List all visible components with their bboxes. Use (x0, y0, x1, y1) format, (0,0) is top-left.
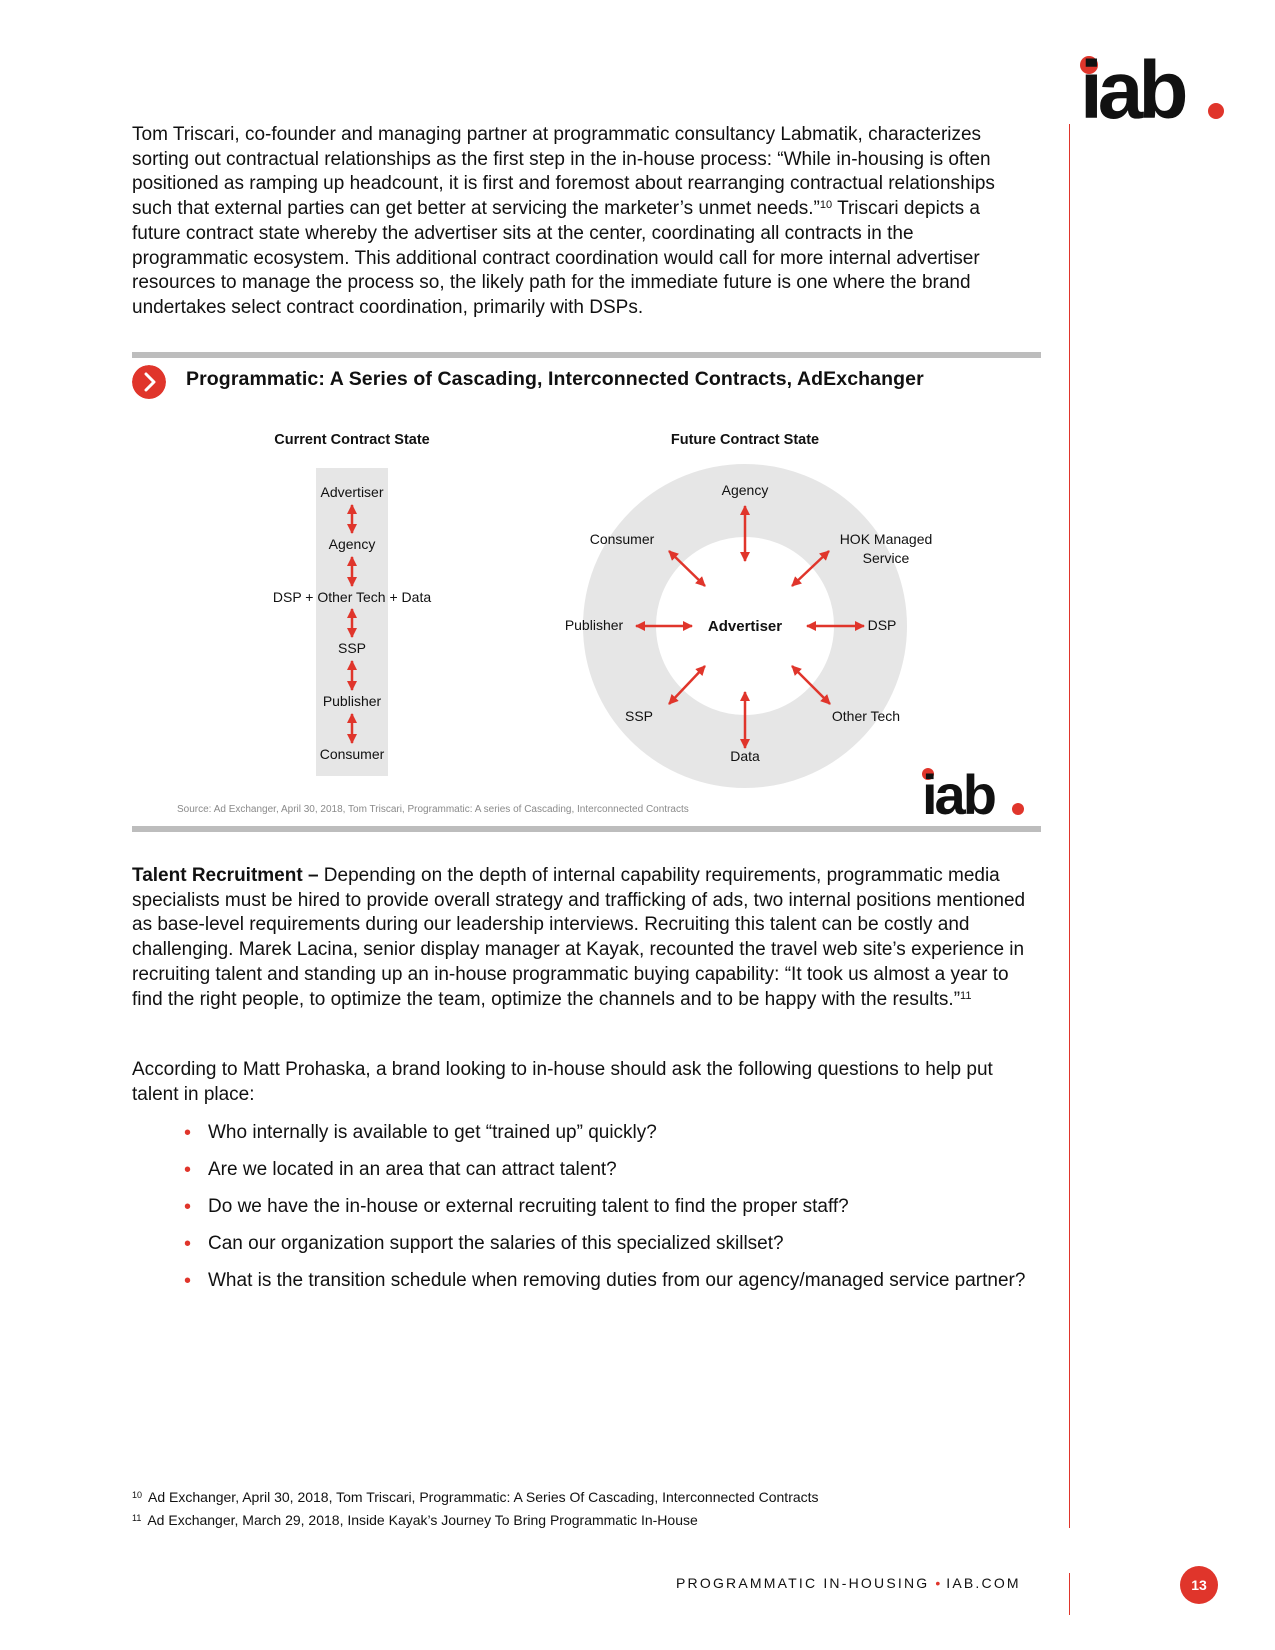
footnote-text: Ad Exchanger, April 30, 2018, Tom Triscari, Programmatic: A Series Of Cascading, Interconnected Contracts (148, 1489, 819, 1505)
list-item (180, 1232, 1040, 1257)
footnote-number: 10 (132, 1490, 143, 1500)
footnotes (132, 1486, 1032, 1532)
node-agency: Agency (721, 482, 769, 498)
vertical-rule (1069, 124, 1070, 1528)
list-item (180, 1158, 1040, 1183)
footer-site-link[interactable]: IAB.COM (946, 1575, 1021, 1591)
question-text: Who internally is available to get “trained up” quickly? (208, 1122, 657, 1143)
footer-separator: • (935, 1575, 941, 1591)
current-item-agency: Agency (328, 536, 376, 552)
node-publisher: Publisher (564, 617, 624, 633)
talent-paragraph (132, 864, 1032, 1012)
prohaska-paragraph: According to Matt Prohaska, a brand looking to in-house should ask the following questions to help put talent in place: (132, 1059, 993, 1105)
node-hok-managed: HOK Managed (839, 531, 933, 547)
footnote-ref-11: 11 (960, 989, 972, 1002)
intro-paragraph (132, 123, 1032, 321)
figure-top-divider (132, 352, 1041, 358)
footer-vertical-rule (1069, 1573, 1070, 1615)
bullet-dot: • (184, 1122, 192, 1144)
footnote-number: 11 (132, 1513, 142, 1523)
iab-figure-logo (922, 762, 1026, 822)
node-hok-service: Service (862, 550, 910, 566)
footnote (132, 1486, 1032, 1509)
current-item-publisher: Publisher (322, 693, 382, 709)
question-text: Are we located in an area that can attract talent? (208, 1159, 617, 1180)
list-item (180, 1121, 1040, 1146)
list-item (180, 1269, 1040, 1294)
page-footer (676, 1575, 1021, 1591)
footer-publication: PROGRAMMATIC IN-HOUSING (676, 1575, 930, 1591)
node-ssp: SSP (624, 708, 654, 724)
footnote-text: Ad Exchanger, March 29, 2018, Inside Kayak’s Journey To Bring Programmatic In-House (147, 1512, 698, 1528)
figure-title: Programmatic: A Series of Cascading, Interconnected Contracts, AdExchanger (186, 368, 924, 390)
current-item-dsp-tech-data: DSP + Other Tech + Data (272, 589, 432, 605)
contract-state-diagram (132, 420, 1041, 820)
questions-list (180, 1121, 1040, 1306)
page-number-badge: 13 (1180, 1566, 1218, 1604)
intro-text-continued: Triscari depicts a future contract state whereby the advertiser sits at the center, coordinating all contracts in the programmatic ecosystem. This additional contract coordination would call for more internal advertiser resources to manage the process so, the likely path for the immediate future is one where the brand undertakes select contract coordination, primarily with DSPs. (132, 198, 980, 318)
footnote-ref-10: 10 (819, 199, 833, 212)
list-item (180, 1195, 1040, 1220)
iab-logo-text: iab (1080, 48, 1184, 128)
intro-text: Tom Triscari, co-founder and managing partner at programmatic consultancy Labmatik, characterizes sorting out contractual relationships as the first step in the in-house process: “While in-housing is often positioned as ramping up headcount, it is first and foremost about rearranging contractual relationships such that external parties can get better at servicing the marketer’s unmet needs.” (132, 124, 995, 220)
question-text: Do we have the in-house or external recruiting talent to find the proper staff? (208, 1196, 849, 1217)
talent-lead: Talent Recruitment – (132, 865, 319, 886)
node-data: Data (730, 748, 760, 764)
current-item-advertiser: Advertiser (320, 484, 384, 500)
question-text: What is the transition schedule when removing duties from our agency/managed service partner? (208, 1270, 1026, 1291)
current-item-consumer: Consumer (319, 746, 385, 762)
future-state-heading: Future Contract State (670, 432, 820, 448)
bullet-dot: • (184, 1196, 192, 1218)
node-other-tech: Other Tech (831, 708, 901, 724)
bullet-dot: • (184, 1159, 192, 1181)
iab-figure-logo-text: iab (922, 763, 994, 822)
node-consumer: Consumer (589, 531, 655, 547)
bullet-dot: • (184, 1233, 192, 1255)
figure-bottom-divider (132, 826, 1041, 832)
current-item-ssp: SSP (337, 640, 367, 656)
question-text: Can our organization support the salaries of this specialized skillset? (208, 1233, 784, 1254)
chevron-right-icon (132, 365, 166, 399)
node-dsp: DSP (867, 617, 897, 633)
iab-logo (1080, 48, 1230, 128)
footnote (132, 1509, 1032, 1532)
bullet-dot: • (184, 1270, 192, 1292)
figure-source: Source: Ad Exchanger, April 30, 2018, Tom Triscari, Programmatic: A series of Cascading, Interconnected Contracts (177, 804, 689, 815)
center-advertiser: Advertiser (707, 618, 783, 635)
talent-body: Depending on the depth of internal capability requirements, programmatic media specialists must be hired to provide overall strategy and trafficking of ads, two internal positions mentioned as base-level requirements during our leadership interviews. Recruiting this talent can be costly and challenging. Marek Lacina, senior display manager at Kayak, recounted the travel web site’s experience in recruiting talent and standing up an in-house programmatic buying capability: “It took us almost a year to find the right people, to optimize the team, optimize the channels and to be happy with the results.” (132, 865, 1026, 1010)
current-state-heading: Current Contract State (274, 432, 430, 448)
